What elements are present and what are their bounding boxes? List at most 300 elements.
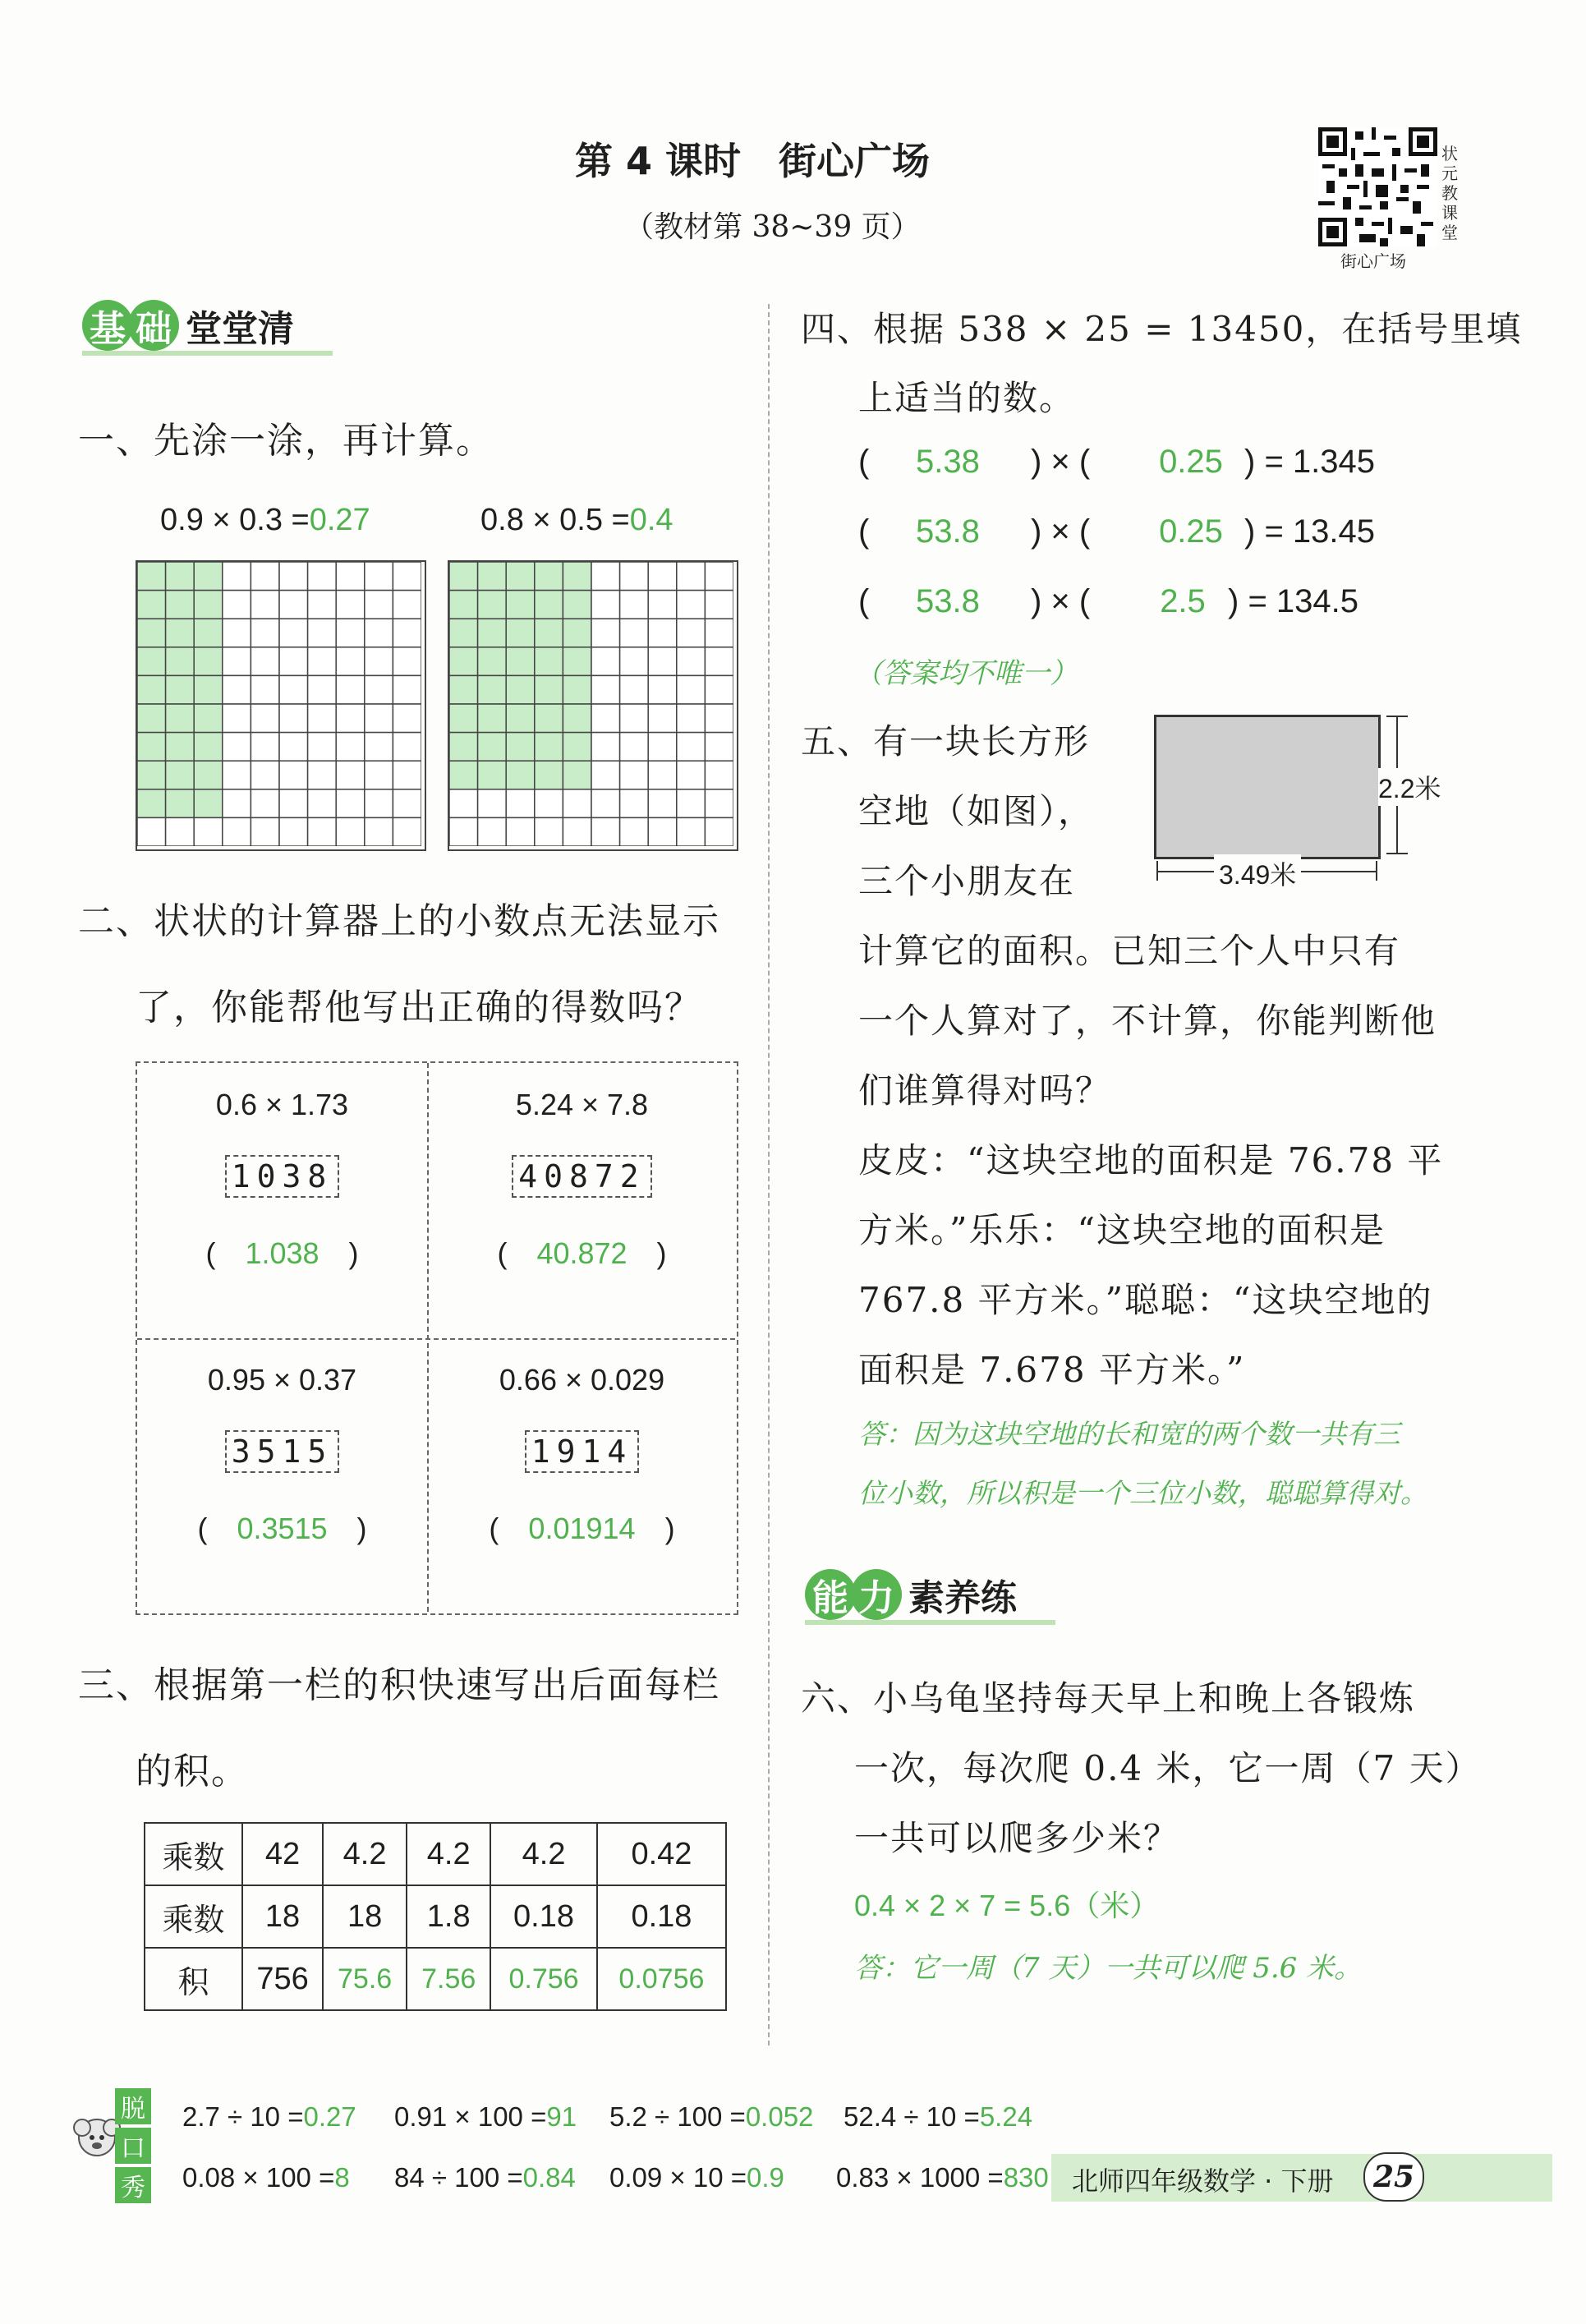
q5-line: 们谁算得对吗？ bbox=[858, 1070, 1112, 1111]
grid-cell bbox=[308, 675, 337, 704]
page-title: 第 4 课时 街心广场 bbox=[575, 139, 931, 183]
grid-cell bbox=[648, 761, 677, 789]
grid-cell bbox=[677, 733, 706, 762]
grid-cell-shaded bbox=[166, 733, 195, 762]
grid-cell-shaded bbox=[535, 733, 563, 762]
grid-cell bbox=[251, 647, 279, 676]
grid-cell-shaded bbox=[137, 619, 166, 647]
oral-item bbox=[394, 2101, 609, 2133]
grid-cell bbox=[279, 619, 308, 647]
grid-cell bbox=[591, 817, 620, 846]
grid-cell-shaded bbox=[563, 704, 591, 733]
grid-cell bbox=[166, 817, 195, 846]
oral-item bbox=[182, 2162, 394, 2193]
calc-cell: 0.95 × 0.37 3515 ( 0.3515 ) bbox=[137, 1363, 427, 1548]
grid-cell bbox=[223, 619, 251, 647]
grid-cell-shaded bbox=[449, 761, 478, 789]
grid-cell bbox=[620, 647, 649, 676]
grid-cell bbox=[336, 789, 365, 818]
grid-cell-shaded bbox=[478, 733, 507, 762]
q5-line: 三个小朋友在 bbox=[858, 861, 1076, 901]
grid-cell-shaded bbox=[194, 647, 223, 676]
q5-line: 五、有一块长方形 bbox=[801, 721, 1091, 762]
grid-cell bbox=[365, 619, 393, 647]
badge-char: 能 bbox=[805, 1569, 856, 1620]
grid-cell bbox=[563, 789, 591, 818]
calc-cell: 0.6 × 1.73 1038 ( 1.038 ) bbox=[137, 1088, 427, 1272]
grid-cell-shaded bbox=[194, 789, 223, 818]
table-cell: 0.18 bbox=[597, 1885, 726, 1948]
grid-cell bbox=[677, 647, 706, 676]
grid-cell bbox=[620, 704, 649, 733]
badge-text: 素养练 bbox=[908, 1577, 1017, 1619]
grid-cell bbox=[308, 647, 337, 676]
grid-cell-shaded bbox=[166, 647, 195, 676]
grid-cell bbox=[336, 704, 365, 733]
mascot-char: 秀 bbox=[115, 2167, 151, 2203]
grid-cell bbox=[591, 733, 620, 762]
grid-cell-shaded bbox=[563, 562, 591, 591]
grid-cell bbox=[308, 761, 337, 789]
grid-cell bbox=[251, 562, 279, 591]
grid-cell bbox=[251, 675, 279, 704]
grid-cell bbox=[677, 619, 706, 647]
table-row bbox=[145, 1948, 726, 2010]
grid-cell-shaded bbox=[166, 619, 195, 647]
grid-cell bbox=[535, 789, 563, 818]
grid-cell bbox=[393, 733, 421, 762]
grid-cell bbox=[279, 562, 308, 591]
grid-cell bbox=[336, 675, 365, 704]
grid-cell-shaded bbox=[194, 675, 223, 704]
grid-cell-shaded bbox=[166, 591, 195, 619]
badge-text: 堂堂清 bbox=[186, 308, 294, 350]
grid-cell bbox=[251, 704, 279, 733]
answer: 0.3515 bbox=[237, 1512, 328, 1545]
result: = 1.345 bbox=[1264, 444, 1376, 480]
answer: 40.872 bbox=[536, 1236, 628, 1270]
grid-cell-shaded bbox=[563, 733, 591, 762]
grid-cell bbox=[478, 817, 507, 846]
grid-cell bbox=[393, 704, 421, 733]
q6-solution: 0.4 × 2 × 7 = 5.6（米） bbox=[854, 1889, 1160, 1922]
grid-cell bbox=[251, 619, 279, 647]
grid-cell-shaded bbox=[194, 562, 223, 591]
calc-expr: 0.6 × 1.73 bbox=[215, 1088, 349, 1121]
grid-cell bbox=[308, 619, 337, 647]
grid-cell bbox=[591, 675, 620, 704]
grid-cell bbox=[393, 789, 421, 818]
grid-cell-shaded bbox=[166, 761, 195, 789]
grid-cell bbox=[393, 675, 421, 704]
oral-expr: 5.2 ÷ 100 = bbox=[609, 2101, 746, 2132]
calc-cell: 5.24 × 7.8 40872 ( 40.872 ) bbox=[429, 1088, 735, 1272]
row-label: 乘数 bbox=[145, 1885, 242, 1948]
grid-cell bbox=[705, 619, 733, 647]
grid-cell bbox=[563, 817, 591, 846]
grid-cell bbox=[336, 647, 365, 676]
grid-cell bbox=[365, 761, 393, 789]
grid-cell bbox=[393, 817, 421, 846]
oral-expr: 84 ÷ 100 = bbox=[394, 2162, 523, 2193]
grid-cell bbox=[223, 817, 251, 846]
result: = 13.45 bbox=[1264, 513, 1376, 550]
grid-cell bbox=[591, 591, 620, 619]
grid-cell bbox=[677, 591, 706, 619]
grid-cell-shaded bbox=[563, 591, 591, 619]
grid-cell bbox=[648, 675, 677, 704]
section-badge-ability bbox=[805, 1569, 1055, 1625]
oral-answer: 830 bbox=[1003, 2162, 1049, 2193]
calculator-display: 1914 bbox=[525, 1430, 640, 1473]
grid-cell bbox=[648, 591, 677, 619]
q2-prompt-line1: 二、状状的计算器上的小数点无法显示 bbox=[78, 900, 720, 942]
q6-line: 六、小乌龟坚持每天早上和晚上各锻炼 bbox=[801, 1678, 1416, 1719]
grid-cell bbox=[308, 704, 337, 733]
grid-cell-shaded bbox=[194, 704, 223, 733]
table-row bbox=[145, 1823, 726, 1885]
grid-cell-shaded bbox=[563, 619, 591, 647]
mascot-char: 口 bbox=[115, 2128, 151, 2164]
oral-answer: 5.24 bbox=[979, 2101, 1033, 2132]
grid-cell bbox=[308, 817, 337, 846]
q6-line: 一次，每次爬 0.4 米，它一周（7 天） bbox=[854, 1748, 1482, 1788]
q6-line: 一共可以爬多少米？ bbox=[854, 1818, 1180, 1858]
grid-cell bbox=[365, 733, 393, 762]
q5-line: 一个人算对了，不计算，你能判断他 bbox=[858, 1001, 1437, 1041]
mascot-label bbox=[115, 2088, 151, 2203]
grid-cell-shaded bbox=[478, 761, 507, 789]
grid-cell bbox=[223, 562, 251, 591]
grid-cell bbox=[308, 591, 337, 619]
grid-cell bbox=[648, 562, 677, 591]
grid-cell bbox=[279, 591, 308, 619]
badge-char: 基 bbox=[82, 300, 133, 351]
grid-svg bbox=[137, 562, 421, 846]
grid-cell bbox=[506, 789, 535, 818]
answer: 53.8 bbox=[916, 513, 980, 550]
grid-cell bbox=[449, 789, 478, 818]
q4-row: ( 53.8 ) × ( 2.5 ) = 134.5 bbox=[858, 583, 1359, 619]
grid-cell bbox=[279, 761, 308, 789]
grid-cell bbox=[365, 704, 393, 733]
q5-line: 方米。”乐乐：“这块空地的面积是 bbox=[858, 1210, 1386, 1250]
table-answer: 7.56 bbox=[407, 1948, 490, 2010]
grid-cell bbox=[251, 761, 279, 789]
width-label: 3.49米 bbox=[1214, 854, 1301, 892]
grid-cell bbox=[591, 619, 620, 647]
grid-cell bbox=[620, 817, 649, 846]
grid-cell bbox=[648, 647, 677, 676]
grid-cell bbox=[648, 789, 677, 818]
table-cell: 1.8 bbox=[407, 1885, 490, 1948]
grid-cell bbox=[705, 675, 733, 704]
grid-cell bbox=[705, 761, 733, 789]
grid-cell-shaded bbox=[478, 591, 507, 619]
grid-cell-shaded bbox=[449, 562, 478, 591]
row-label: 乘数 bbox=[145, 1823, 242, 1885]
grid-cell-shaded bbox=[506, 591, 535, 619]
grid-cell bbox=[336, 817, 365, 846]
grid-cell bbox=[648, 733, 677, 762]
grid-cell-shaded bbox=[449, 647, 478, 676]
grid-cell-shaded bbox=[137, 647, 166, 676]
grid-cell-shaded bbox=[137, 562, 166, 591]
grid-cell bbox=[279, 789, 308, 818]
answer: 0.27 bbox=[309, 503, 370, 537]
grid-cell bbox=[535, 817, 563, 846]
grid-cell bbox=[336, 761, 365, 789]
grid-cell-shaded bbox=[449, 675, 478, 704]
page-number: 25 bbox=[1363, 2152, 1424, 2202]
q4-prompt-line2: 上适当的数。 bbox=[858, 378, 1076, 418]
grid-cell-shaded bbox=[478, 675, 507, 704]
section-badge-basic bbox=[82, 300, 333, 356]
calc-cell: 0.66 × 0.029 1914 ( 0.01914 ) bbox=[429, 1363, 735, 1548]
q5-answer-line2: 位小数，所以积是一个三位小数，聪聪算得对。 bbox=[858, 1477, 1427, 1509]
oral-expr: 0.83 × 1000 = bbox=[836, 2162, 1004, 2193]
grid-cell bbox=[365, 591, 393, 619]
height-tick-top bbox=[1386, 716, 1408, 717]
answer: 0.4 bbox=[629, 503, 673, 537]
table-answer: 0.756 bbox=[490, 1948, 597, 2010]
grid-cell-shaded bbox=[194, 733, 223, 762]
oral-answer: 0.052 bbox=[745, 2101, 814, 2132]
oral-item bbox=[609, 2162, 844, 2193]
grid-cell bbox=[705, 591, 733, 619]
grid-cell bbox=[506, 817, 535, 846]
grid-cell-shaded bbox=[449, 704, 478, 733]
grid-cell bbox=[336, 733, 365, 762]
badge-char: 础 bbox=[128, 300, 179, 351]
grid-cell bbox=[648, 619, 677, 647]
table-row bbox=[145, 1885, 726, 1948]
row-label: 积 bbox=[145, 1948, 242, 2010]
q3-prompt-line2: 的积。 bbox=[136, 1751, 249, 1792]
oral-item bbox=[182, 2101, 394, 2133]
answer: 2.5 bbox=[1160, 583, 1206, 619]
grid-cell bbox=[620, 733, 649, 762]
grid-cell bbox=[393, 591, 421, 619]
grid-cell bbox=[705, 647, 733, 676]
grid-cell bbox=[591, 562, 620, 591]
grid-cell bbox=[705, 789, 733, 818]
grid-cell bbox=[620, 591, 649, 619]
grid-cell bbox=[365, 562, 393, 591]
table-cell: 42 bbox=[242, 1823, 323, 1885]
q5-line: 计算它的面积。已知三个人中只有 bbox=[858, 931, 1401, 971]
grid-cell bbox=[223, 733, 251, 762]
grid-cell-shaded bbox=[535, 562, 563, 591]
grid-cell-shaded bbox=[506, 675, 535, 704]
table-cell: 4.2 bbox=[323, 1823, 407, 1885]
oral-expr: 0.91 × 100 = bbox=[394, 2101, 547, 2132]
grid-cell bbox=[251, 789, 279, 818]
mascot-char: 脱 bbox=[115, 2088, 151, 2124]
table-answer: 0.0756 bbox=[597, 1948, 726, 2010]
grid-cell bbox=[223, 704, 251, 733]
grid-cell-shaded bbox=[506, 562, 535, 591]
oral-answer: 91 bbox=[546, 2101, 577, 2132]
grid-cell bbox=[279, 675, 308, 704]
grid-cell bbox=[393, 647, 421, 676]
q3-prompt-line1: 三、根据第一栏的积快速写出后面每栏 bbox=[78, 1664, 720, 1706]
grid-cell bbox=[705, 733, 733, 762]
answer: 0.25 bbox=[1159, 444, 1223, 480]
grid-cell bbox=[705, 704, 733, 733]
grid-cell-shaded bbox=[563, 647, 591, 676]
grid-cell-shaded bbox=[478, 647, 507, 676]
grid-cell-shaded bbox=[506, 704, 535, 733]
grid-cell bbox=[648, 704, 677, 733]
book-title: 北师四年级数学 · 下册 bbox=[1072, 2165, 1334, 2197]
oral-answer: 0.84 bbox=[522, 2162, 576, 2193]
oral-expr: 0.08 × 100 = bbox=[182, 2162, 335, 2193]
grid-cell-shaded bbox=[137, 789, 166, 818]
result: = 134.5 bbox=[1248, 583, 1359, 619]
height-label: 2.2米 bbox=[1378, 768, 1441, 806]
grid-cell bbox=[336, 591, 365, 619]
expr: 0.9 × 0.3 = bbox=[160, 503, 310, 537]
grid-cell bbox=[223, 761, 251, 789]
q1-expr-2 bbox=[480, 503, 673, 538]
grid-cell bbox=[223, 591, 251, 619]
calculator-display: 1038 bbox=[225, 1155, 340, 1198]
grid-cell-shaded bbox=[506, 761, 535, 789]
grid-cell-shaded bbox=[449, 733, 478, 762]
q5-line: 767.8 平方米。”聪聪：“这块空地的 bbox=[858, 1280, 1433, 1320]
q4-note: （答案均不唯一） bbox=[854, 657, 1078, 690]
grid-cell bbox=[336, 562, 365, 591]
grid-cell bbox=[677, 675, 706, 704]
expr: 0.8 × 0.5 = bbox=[480, 503, 630, 537]
grid-cell bbox=[336, 619, 365, 647]
q5-line: 面积是 7.678 平方米。” bbox=[858, 1350, 1246, 1390]
grid-cell-shaded bbox=[535, 704, 563, 733]
grid-cell-shaded bbox=[535, 675, 563, 704]
grid-cell-shaded bbox=[478, 562, 507, 591]
grid-cell-shaded bbox=[535, 761, 563, 789]
calc-expr: 0.66 × 0.029 bbox=[499, 1363, 665, 1397]
grid-cell bbox=[393, 761, 421, 789]
grid-cell bbox=[365, 647, 393, 676]
grid-cell bbox=[591, 789, 620, 818]
table-cell: 756 bbox=[242, 1948, 323, 2010]
hundred-grid-1 bbox=[136, 560, 426, 851]
oral-answer: 0.27 bbox=[303, 2101, 356, 2132]
page-subtitle: （教材第 38~39 页） bbox=[624, 210, 921, 244]
q5-line: 皮皮：“这块空地的面积是 76.78 平 bbox=[858, 1140, 1444, 1180]
grid-cell bbox=[279, 733, 308, 762]
grid-cell bbox=[279, 817, 308, 846]
q6-answer: 答：它一周（7 天）一共可以爬 5.6 米。 bbox=[854, 1952, 1363, 1985]
grid-cell bbox=[308, 733, 337, 762]
grid-cell-shaded bbox=[166, 704, 195, 733]
calc-expr: 0.95 × 0.37 bbox=[207, 1363, 357, 1397]
grid-cell bbox=[251, 591, 279, 619]
grid-cell-shaded bbox=[449, 619, 478, 647]
grid-cell bbox=[251, 733, 279, 762]
grid-cell-shaded bbox=[137, 761, 166, 789]
grid-cell-shaded bbox=[535, 591, 563, 619]
grid-cell-shaded bbox=[535, 647, 563, 676]
grid-cell-shaded bbox=[506, 733, 535, 762]
grid-cell bbox=[648, 817, 677, 846]
answer: 1.038 bbox=[245, 1236, 319, 1270]
answer: 0.01914 bbox=[528, 1512, 636, 1545]
table-cell: 0.42 bbox=[597, 1823, 726, 1885]
oral-item bbox=[609, 2101, 844, 2133]
grid-cell bbox=[279, 704, 308, 733]
grid-cell bbox=[223, 789, 251, 818]
grid-cell bbox=[677, 704, 706, 733]
answer: 5.38 bbox=[916, 444, 980, 480]
grid-cell bbox=[620, 789, 649, 818]
grid-cell bbox=[620, 675, 649, 704]
q1-prompt: 一、先涂一涂，再计算。 bbox=[78, 420, 494, 462]
grid-cell bbox=[620, 761, 649, 789]
grid-cell bbox=[677, 761, 706, 789]
grid-cell-shaded bbox=[563, 761, 591, 789]
grid-cell bbox=[705, 817, 733, 846]
grid-svg bbox=[449, 562, 733, 846]
oral-item-last bbox=[836, 2162, 1049, 2193]
q5-answer-line1: 答：因为这块空地的长和宽的两个数一共有三 bbox=[858, 1418, 1400, 1450]
oral-answer: 8 bbox=[334, 2162, 350, 2193]
column-divider bbox=[768, 304, 770, 2046]
grid-cell bbox=[137, 817, 166, 846]
grid-cell bbox=[365, 817, 393, 846]
answer: 0.25 bbox=[1159, 513, 1223, 550]
oral-item bbox=[844, 2101, 1032, 2132]
grid-cell-shaded bbox=[194, 591, 223, 619]
grid-cell-shaded bbox=[478, 704, 507, 733]
qr-side-text: 状元教课堂 bbox=[1441, 144, 1458, 242]
oral-expr: 0.09 × 10 = bbox=[609, 2162, 747, 2193]
grid-cell-shaded bbox=[137, 733, 166, 762]
grid-cell bbox=[223, 675, 251, 704]
table-cell: 4.2 bbox=[490, 1823, 597, 1885]
badge-char: 力 bbox=[851, 1569, 902, 1620]
grid-cell bbox=[393, 619, 421, 647]
table-cell: 18 bbox=[323, 1885, 407, 1948]
grid-cell bbox=[620, 562, 649, 591]
table-cell: 0.18 bbox=[490, 1885, 597, 1948]
grid-cell-shaded bbox=[563, 675, 591, 704]
grid-cell bbox=[591, 761, 620, 789]
calculator-display: 40872 bbox=[512, 1155, 651, 1198]
q1-expr-1 bbox=[160, 503, 370, 538]
rectangle-figure bbox=[1154, 715, 1381, 859]
width-tick-right bbox=[1376, 861, 1377, 881]
grid-cell-shaded bbox=[506, 647, 535, 676]
grid-cell-shaded bbox=[194, 619, 223, 647]
q5-line: 空地（如图）， bbox=[858, 791, 1095, 831]
product-table bbox=[144, 1822, 727, 2011]
q4-row: ( 53.8 ) × ( 0.25 ) = 13.45 bbox=[858, 513, 1376, 550]
calculator-display: 3515 bbox=[225, 1430, 340, 1473]
table-answer: 75.6 bbox=[323, 1948, 407, 2010]
grid-cell-shaded bbox=[137, 704, 166, 733]
q4-row: ( 5.38 ) × ( 0.25 ) = 1.345 bbox=[858, 444, 1376, 480]
grid-cell bbox=[705, 562, 733, 591]
grid-cell-shaded bbox=[506, 619, 535, 647]
qr-code bbox=[1318, 127, 1437, 246]
grid-cell-shaded bbox=[449, 591, 478, 619]
grid-cell bbox=[591, 647, 620, 676]
grid-cell bbox=[308, 562, 337, 591]
grid-cell bbox=[365, 789, 393, 818]
